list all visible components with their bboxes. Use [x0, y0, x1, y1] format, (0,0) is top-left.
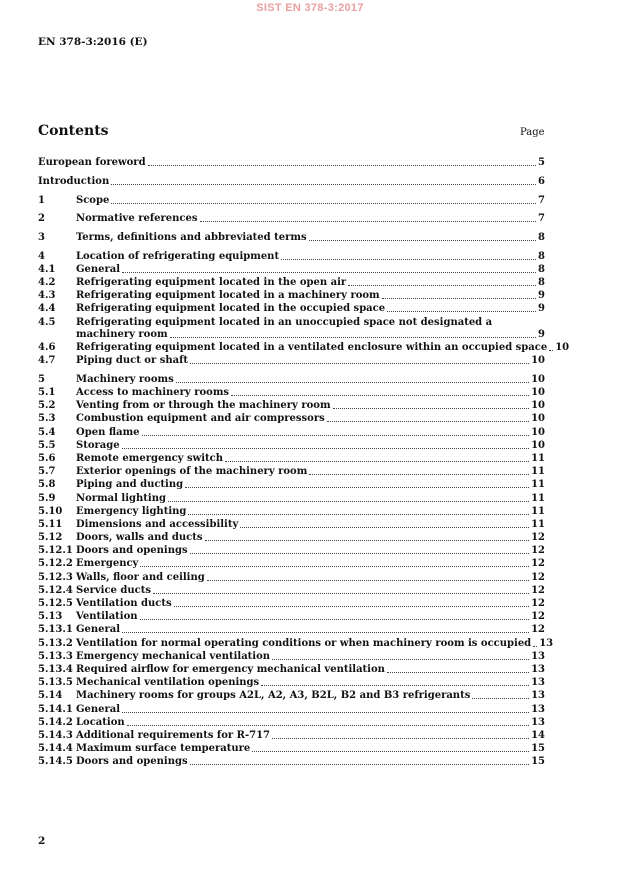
toc-leader-dots [185, 486, 529, 488]
toc-entry[interactable] [38, 439, 545, 452]
toc-entry-number: 5.14.1 [38, 703, 73, 715]
toc-entry[interactable] [38, 465, 545, 478]
toc-leader-dots [240, 526, 529, 528]
toc-entry-title: Access to machinery rooms [76, 387, 230, 398]
toc-entry[interactable] [38, 156, 545, 169]
toc-entry[interactable] [38, 212, 545, 225]
toc-entry-title: Refrigerating equipment located in a machinery room [76, 290, 380, 302]
toc-entry-page: 13 [531, 650, 545, 662]
toc-entry-number: 5.12.2 [38, 558, 73, 570]
toc-entry-number: 4.7 [38, 355, 56, 367]
toc-entry[interactable] [38, 452, 545, 465]
toc-entry[interactable] [38, 276, 545, 289]
toc-entry-page: 6 [538, 175, 545, 187]
toc-leader-dots [272, 737, 529, 739]
toc-entry-title: Location [76, 716, 125, 728]
toc-entry-number: 5.12.4 [38, 584, 73, 596]
toc-leader-dots [309, 239, 536, 241]
toc-entry-number: 5.13 [38, 611, 63, 623]
toc-entry-page: 10 [531, 426, 545, 438]
toc-entry-number: 3 [38, 231, 45, 243]
toc-entry[interactable] [38, 231, 545, 244]
toc-leader-dots [309, 473, 529, 475]
toc-entry-number: 5.5 [38, 439, 56, 451]
toc-entry-title: Emergency [76, 558, 139, 570]
toc-entry-page: 10 [531, 400, 545, 412]
toc-entry-title: General [76, 703, 121, 715]
toc-entry-title: Machinery rooms for groups A2L, A2, A3, B2L, B2 and B3 refrigerants [76, 690, 471, 702]
toc-entry-number: 5.3 [38, 413, 56, 425]
toc-entry-page: 12 [531, 571, 545, 583]
toc-entry-page: 14 [531, 729, 545, 741]
toc-entry[interactable] [38, 478, 545, 491]
toc-entry-number: 5.14.2 [38, 716, 73, 728]
toc-entry-title: Storage [76, 439, 120, 451]
toc-entry-number: 5.12 [38, 532, 63, 544]
toc-entry[interactable] [38, 742, 545, 755]
toc-entry-number: 5.13.1 [38, 624, 73, 636]
toc-leader-dots [225, 460, 529, 462]
toc-entry-page: 8 [538, 263, 545, 275]
toc-leader-dots [142, 434, 530, 436]
toc-entry-page: 8 [538, 231, 545, 243]
toc-entry-number: 5 [38, 373, 45, 385]
toc-leader-dots [205, 539, 530, 541]
toc-entry-number: 5.14.3 [38, 729, 73, 741]
toc-entry-number: 1 [38, 194, 45, 206]
toc-entry-page: 9 [538, 290, 545, 302]
toc-leader-dots [348, 284, 536, 286]
toc-entry[interactable] [38, 755, 545, 768]
toc-entry-page: 11 [531, 479, 545, 491]
toc-entry-title: machinery room [76, 328, 168, 340]
toc-leader-dots [122, 631, 529, 633]
toc-entry[interactable] [38, 716, 545, 729]
toc-leader-dots [188, 513, 529, 515]
toc-entry[interactable] [38, 491, 545, 504]
toc-entry-number: 5.13.3 [38, 650, 73, 662]
toc-entry[interactable] [38, 289, 545, 302]
toc-entry-number: 4.3 [38, 290, 56, 302]
toc-entry-page: 13 [531, 690, 545, 702]
toc-entry-title: Ventilation for normal operating conditions or when machinery room is occupied [76, 637, 532, 649]
toc-entry[interactable] [38, 425, 545, 438]
toc-entry[interactable] [38, 302, 545, 315]
toc-leader-dots [382, 297, 536, 299]
toc-leader-dots [140, 565, 529, 567]
toc-entry-page: 13 [539, 637, 554, 649]
toc-entry-title: Location of refrigerating equipment [76, 250, 280, 262]
toc-entry[interactable] [38, 315, 545, 328]
toc-entry-title: Venting from or through the machinery room [76, 400, 331, 412]
toc-entry-title: Piping and ducting [76, 479, 184, 491]
toc-entry-title: Piping duct or shaft [76, 355, 189, 367]
toc-entry-page: 15 [531, 743, 545, 755]
toc-entry-page: 9 [538, 328, 545, 340]
toc-entry-page: 13 [531, 703, 545, 715]
toc-entry-number: 5.14.4 [38, 743, 73, 755]
toc-entry-title: Open flame [76, 426, 140, 438]
toc-entry-title: Terms, definitions and abbreviated terms [76, 231, 307, 243]
toc-leader-dots [190, 362, 529, 364]
toc-leader-dots [122, 447, 529, 449]
toc-entry-number: 4.1 [38, 263, 56, 275]
toc-entry[interactable] [38, 328, 545, 341]
toc-leader-dots [170, 336, 536, 338]
toc-entry[interactable] [38, 518, 545, 531]
toc-entry-title: General [76, 263, 121, 275]
toc-entry[interactable] [38, 597, 545, 610]
toc-entry[interactable] [38, 702, 545, 715]
toc-leader-dots [190, 763, 529, 765]
toc-entry-page: 7 [538, 194, 545, 206]
toc-leader-dots [200, 220, 537, 222]
toc-entry-number: 5.8 [38, 479, 56, 491]
toc-entry[interactable] [38, 386, 545, 399]
toc-entry-page: 15 [531, 756, 545, 768]
toc-entry[interactable] [38, 636, 554, 649]
toc-entry-page: 12 [531, 598, 545, 609]
toc-entry[interactable] [38, 341, 570, 354]
toc-leader-dots [148, 164, 536, 166]
toc-entry-number: 5.1 [38, 387, 56, 398]
toc-entry[interactable] [38, 531, 545, 544]
toc-entry-page: 11 [531, 492, 545, 504]
toc-leader-dots [174, 605, 529, 607]
toc-entry-page: 8 [538, 250, 545, 262]
toc-entry[interactable] [38, 623, 545, 636]
toc-entry-title: Required airflow for emergency mechanical ventilation [76, 663, 385, 675]
toc-entry-title: Emergency lighting [76, 505, 187, 517]
toc-leader-dots [111, 202, 536, 204]
toc-leader-dots [272, 658, 529, 660]
toc-entry-page: 10 [531, 373, 545, 385]
toc-entry-title: Doors and openings [76, 756, 188, 768]
toc-entry-number: 5.9 [38, 492, 56, 504]
toc-entry-number: 5.4 [38, 426, 56, 438]
toc-entry-title: Dimensions and accessibility [76, 518, 239, 530]
toc-entry-number: 5.13.2 [38, 637, 73, 649]
toc-entry[interactable] [38, 650, 545, 663]
toc-entry-number: 2 [38, 213, 45, 225]
toc-leader-dots [140, 618, 530, 620]
toc-entry[interactable] [38, 584, 545, 597]
toc-leader-dots [111, 183, 536, 185]
toc-leader-dots [387, 310, 536, 312]
toc-entry-page: 5 [538, 157, 545, 169]
toc-entry-title: Refrigerating equipment located in a ventilated enclosure within an occupied space [76, 341, 548, 353]
page-number: 2 [38, 835, 46, 847]
toc-leader-dots [207, 579, 529, 581]
toc-entry[interactable] [38, 689, 545, 702]
toc-entry-page: 12 [531, 611, 545, 623]
contents-heading: Contents [38, 123, 109, 139]
toc-entry-number: 5.14 [38, 690, 63, 702]
toc-entry-title: Doors, walls and ducts [76, 532, 203, 544]
toc-entry-page: 11 [531, 518, 545, 530]
page-column-label: Page [520, 127, 545, 138]
toc-entry-title: Combustion equipment and air compressors [76, 413, 325, 425]
toc-entry-title: Mechanical ventilation openings [76, 677, 260, 689]
toc-entry-title: Refrigerating equipment located in the open air [76, 277, 347, 288]
toc-entry[interactable] [38, 505, 545, 518]
toc-entry-number: 4.4 [38, 303, 56, 315]
toc-entry-page: 8 [538, 277, 545, 288]
toc-entry-title: Maximum surface temperature [76, 743, 251, 755]
toc-leader-dots [549, 349, 553, 351]
toc-entry-number: 5.10 [38, 505, 63, 517]
toc-leader-dots [122, 711, 529, 713]
toc-entry-page: 10 [531, 413, 545, 425]
toc-entry-number: 5.6 [38, 452, 56, 464]
toc-entry-title: Doors and openings [76, 545, 188, 557]
toc-entry-page: 11 [531, 505, 545, 517]
toc-entry-title: Exterior openings of the machinery room [76, 466, 308, 478]
toc-leader-dots [190, 552, 529, 554]
toc-entry-title: Normative references [76, 213, 198, 225]
toc-entry-page: 11 [531, 452, 545, 464]
toc-entry-title: Ventilation ducts [76, 598, 172, 609]
toc-entry-title: General [76, 624, 121, 636]
toc-leader-dots [333, 407, 530, 409]
toc-entry-number: 5.13.5 [38, 677, 73, 689]
toc-entry[interactable] [38, 557, 545, 570]
toc-entry-title: Machinery rooms [76, 373, 174, 385]
toc-entry-title: Scope [76, 194, 110, 206]
toc-entry-number: 5.13.4 [38, 663, 73, 675]
toc-entry-page: 10 [531, 387, 545, 398]
document-id: EN 378-3:2016 (E) [38, 36, 148, 48]
toc-leader-dots [327, 420, 529, 422]
toc-leader-dots [261, 684, 529, 686]
toc-entry-title: European foreword [38, 157, 146, 169]
toc-entry[interactable] [38, 249, 545, 262]
toc-entry-title: Normal lighting [76, 492, 166, 504]
toc-entry-title: Additional requirements for R-717 [76, 729, 270, 741]
toc-entry-number: 5.11 [38, 518, 63, 530]
toc-leader-dots [252, 750, 529, 752]
toc-entry-page: 12 [531, 558, 545, 570]
toc-entry[interactable] [38, 399, 545, 412]
toc-entry-page: 10 [531, 439, 545, 451]
toc-entry-page: 12 [531, 584, 545, 596]
toc-leader-dots [153, 592, 529, 594]
toc-entry-number: 5.12.3 [38, 571, 73, 583]
toc-entry-title: Introduction [38, 175, 110, 187]
watermark: SIST EN 378-3:2017 [256, 2, 364, 14]
toc-entry[interactable] [38, 570, 545, 583]
toc-leader-dots [387, 671, 529, 673]
toc-leader-dots [533, 645, 537, 647]
toc-entry-page: 12 [531, 624, 545, 636]
toc-entry-number: 5.12.1 [38, 545, 73, 557]
toc-entry-number: 4.5 [38, 316, 56, 328]
toc-entry[interactable] [38, 544, 545, 557]
toc-entry[interactable] [38, 175, 545, 188]
toc-leader-dots [122, 271, 536, 273]
toc-entry[interactable] [38, 610, 545, 623]
toc-entry-title: Remote emergency switch [76, 452, 223, 464]
toc-entry-page: 13 [531, 716, 545, 728]
toc-entry[interactable] [38, 663, 545, 676]
toc-entry[interactable] [38, 263, 545, 276]
toc-entry-page: 9 [538, 303, 545, 315]
toc-entry-number: 4.6 [38, 341, 56, 353]
toc-entry-title: Emergency mechanical ventilation [76, 650, 271, 662]
toc-entry-page: 13 [531, 677, 545, 689]
toc-entry-page: 11 [531, 466, 545, 478]
toc-leader-dots [176, 381, 529, 383]
toc-entry-title: Service ducts [76, 584, 151, 596]
toc-entry[interactable] [38, 729, 545, 742]
toc-entry-page: 12 [531, 532, 545, 544]
toc-leader-dots [231, 394, 529, 396]
toc-entry[interactable] [38, 676, 545, 689]
toc-leader-dots [168, 500, 529, 502]
toc-entry-title: Walls, floor and ceiling [76, 571, 205, 583]
toc-entry-title: Refrigerating equipment located in the occupied space [76, 303, 386, 315]
toc-entry-title: Refrigerating equipment located in an unoccupied space not designated a [76, 316, 493, 328]
toc-entry-number: 4 [38, 250, 45, 262]
toc-leader-dots [472, 697, 529, 699]
toc-entry[interactable] [38, 193, 545, 206]
toc-entry-number: 5.14.5 [38, 756, 73, 768]
toc-leader-dots [281, 258, 536, 260]
toc-entry-number: 5.12.5 [38, 598, 73, 609]
toc-entry-number: 5.7 [38, 466, 56, 478]
toc-entry-title: Ventilation [76, 611, 138, 623]
toc-entry-number: 5.2 [38, 400, 56, 412]
toc-entry[interactable] [38, 354, 545, 367]
toc-leader-dots [127, 724, 529, 726]
toc-entry-number: 4.2 [38, 277, 56, 288]
toc-entry-page: 10 [531, 355, 545, 367]
toc-entry-page: 10 [555, 341, 570, 353]
toc-entry[interactable] [38, 412, 545, 425]
toc-entry-page: 13 [531, 663, 545, 675]
toc-entry[interactable] [38, 373, 545, 386]
toc-entry-page: 12 [531, 545, 545, 557]
toc-entry-page: 7 [538, 213, 545, 225]
table-of-contents [38, 156, 570, 768]
